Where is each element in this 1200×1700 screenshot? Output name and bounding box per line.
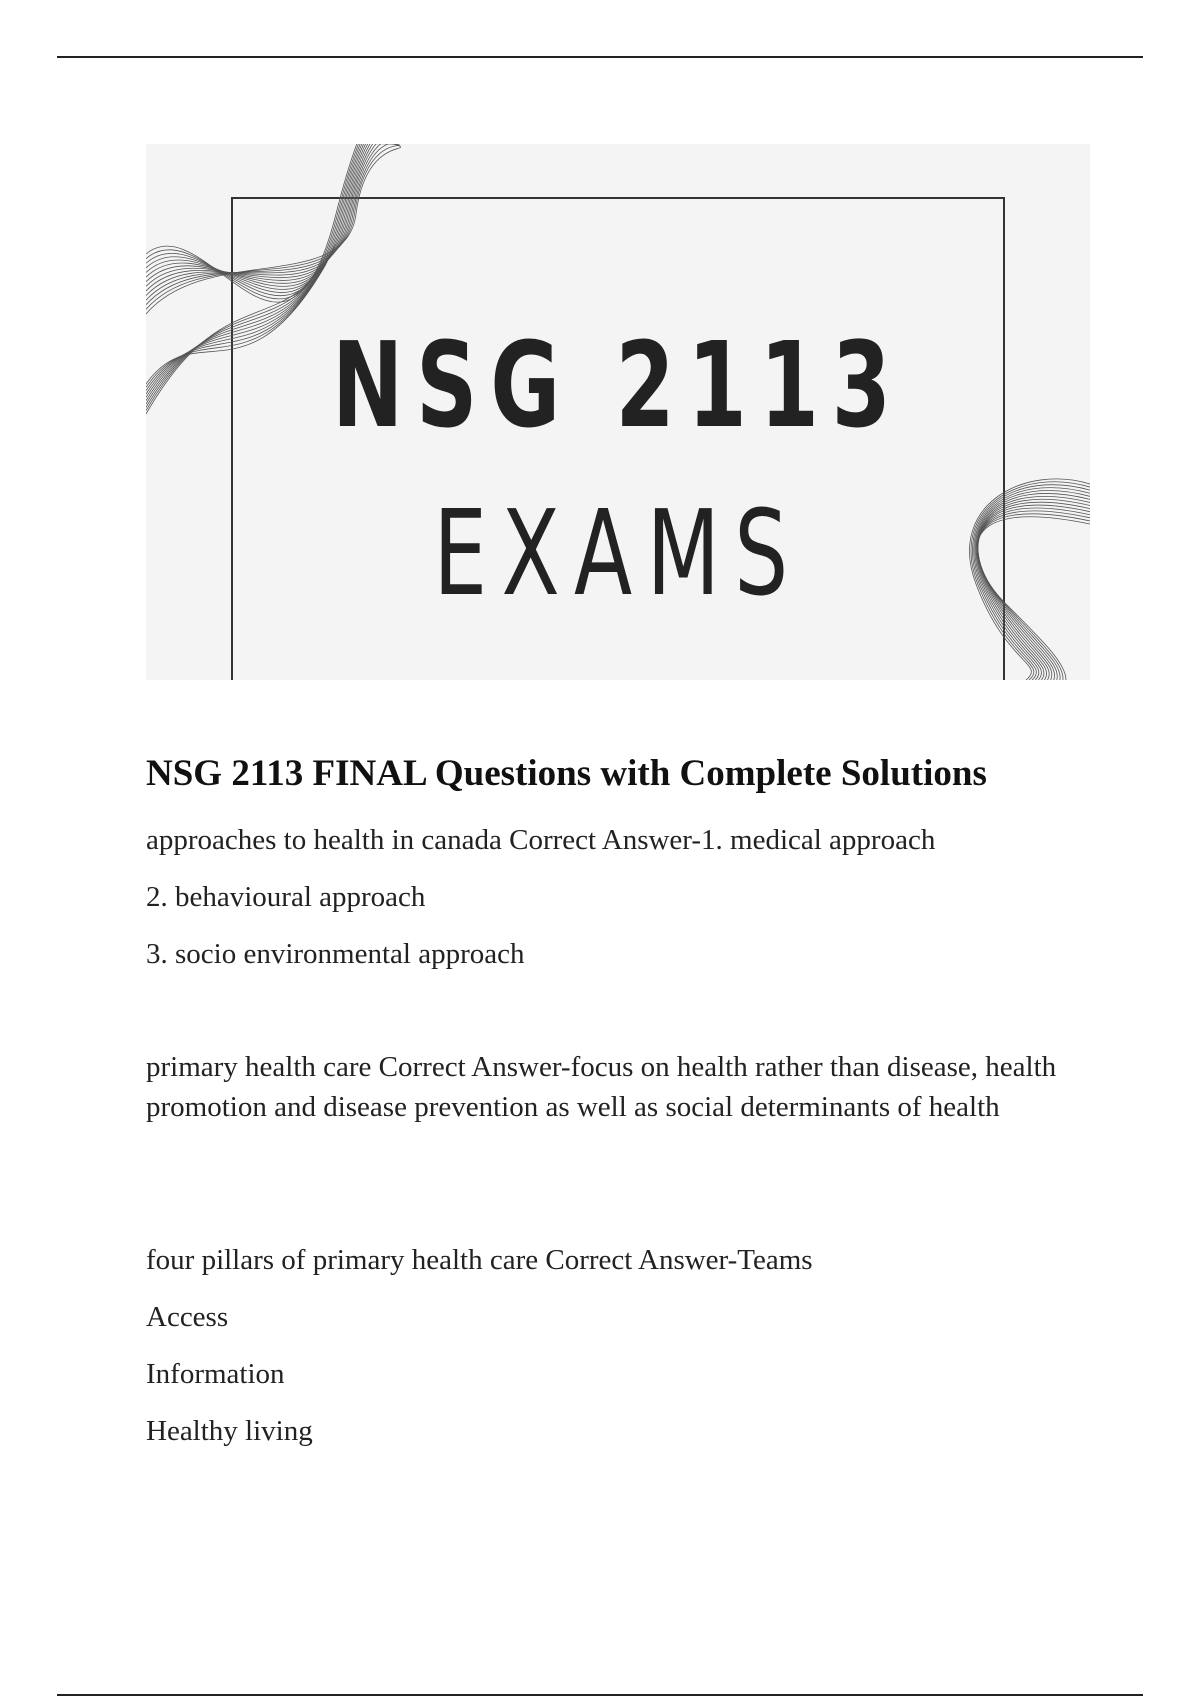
- q2-text: primary health care Correct Answer-focus on health rather than disease, health promotion and disease prevention as well as social determinants of health: [146, 1051, 1057, 1123]
- wave-line: [146, 144, 395, 299]
- document-title: NSG 2113 FINAL Questions with Complete Solutions: [146, 753, 987, 794]
- q1-line1: approaches to health in canada Correct Answer-1. medical approach: [146, 824, 936, 856]
- wave-line: [146, 144, 396, 283]
- cover-title-line2: EXAMS: [433, 484, 803, 622]
- q1-line2: 2. behavioural approach: [146, 881, 426, 913]
- wave-line: [146, 144, 397, 286]
- cover-title-line1: NSG 2113: [332, 316, 904, 454]
- q3-line3: Information: [146, 1358, 285, 1390]
- q3-line2: Access: [146, 1301, 229, 1333]
- wave-line: [969, 479, 1090, 680]
- wave-line: [977, 496, 1090, 680]
- wave-line: [978, 511, 1090, 680]
- q3-line4: Healthy living: [146, 1415, 313, 1447]
- wave-line: [146, 144, 395, 302]
- q1-line3: 3. socio environmental approach: [146, 938, 525, 970]
- top-rule: [57, 56, 1143, 58]
- wave-bottom-right: [969, 479, 1090, 680]
- bottom-rule: [57, 1694, 1143, 1696]
- wave-line: [146, 144, 399, 305]
- wave-line: [978, 508, 1090, 680]
- wave-line: [977, 514, 1090, 680]
- cover-image: [146, 144, 1090, 680]
- q3-line1: four pillars of primary health care Correct Answer-Teams: [146, 1244, 813, 1276]
